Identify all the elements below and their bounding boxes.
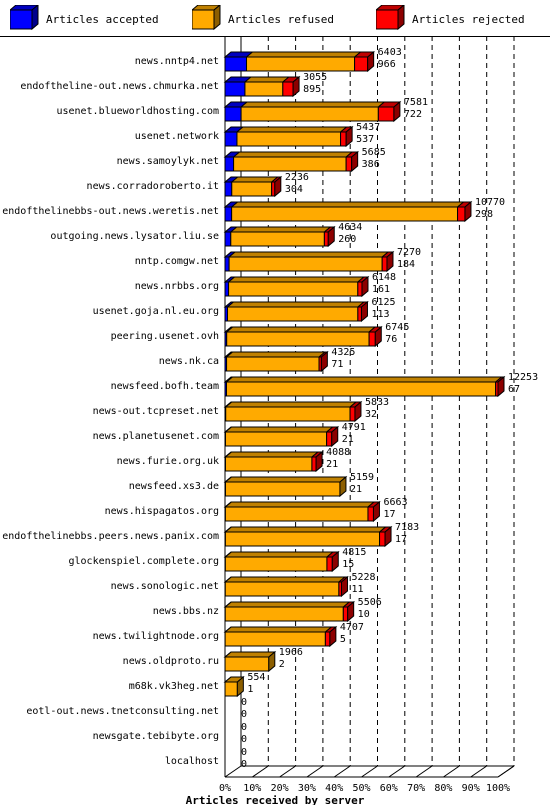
accepted-value-label: 32 xyxy=(364,409,378,420)
accepted-value-label: 966 xyxy=(377,59,396,70)
total-value-label: 1966 xyxy=(278,647,303,658)
grid-floor-tick xyxy=(225,766,241,777)
accepted-value-label: 537 xyxy=(356,134,375,145)
total-value-label: 5685 xyxy=(361,147,386,158)
bar-segment xyxy=(225,682,237,696)
total-value-label: 12253 xyxy=(508,372,539,383)
accepted-value-label: 17 xyxy=(395,534,408,545)
total-value-label: 4325 xyxy=(331,347,356,358)
category-label: news.sonologic.net xyxy=(110,581,219,592)
total-value-label: 6663 xyxy=(383,497,408,508)
total-value-label: 7270 xyxy=(396,247,422,258)
total-value-label: 10770 xyxy=(474,197,506,208)
total-value-label: 2236 xyxy=(284,172,309,183)
bar-segment-top xyxy=(231,227,331,232)
category-label: news.furie.org.uk xyxy=(116,456,219,467)
legend-item xyxy=(376,5,525,31)
bar-segment xyxy=(225,207,232,221)
bar-segment xyxy=(325,632,330,646)
x-tick-label: 80% xyxy=(434,783,453,794)
bar-segment xyxy=(225,482,339,496)
accepted-value-label: 722 xyxy=(403,109,422,120)
chart xyxy=(0,36,550,805)
bar-segment-top xyxy=(225,552,333,557)
bar-segment xyxy=(231,232,325,246)
accepted-value-label: 21 xyxy=(349,484,362,495)
category-label: newsfeed.xs3.de xyxy=(128,481,219,492)
bar-segment xyxy=(227,332,369,346)
category-label: newsgate.tebibyte.org xyxy=(92,731,219,742)
bar-segment xyxy=(225,107,241,121)
total-value-label: 6745 xyxy=(385,322,410,333)
category-label: news.samoylyk.net xyxy=(116,156,219,167)
total-value-label: 7183 xyxy=(395,522,420,533)
grid-floor-tick xyxy=(252,766,268,777)
bar-segment xyxy=(226,382,495,396)
bar-segment xyxy=(355,57,368,71)
bar-segment xyxy=(283,82,293,96)
grid-floor-tick xyxy=(498,766,514,777)
total-value-label: 6125 xyxy=(371,297,396,308)
bar-segment xyxy=(225,57,247,71)
x-tick-label: 90% xyxy=(461,783,480,794)
legend-label: Articles rejected xyxy=(412,13,525,26)
category-label: news.corradoroberto.it xyxy=(86,181,219,192)
category-label: news.oldproto.ru xyxy=(122,656,219,667)
total-value-label: 554 xyxy=(247,672,266,683)
bar-segment xyxy=(350,407,355,421)
bar-segment xyxy=(225,532,379,546)
accepted-value-label: 161 xyxy=(371,284,391,295)
category-label: localhost xyxy=(164,756,219,767)
bar-segment xyxy=(225,82,245,96)
bar-segment xyxy=(341,132,347,146)
accepted-value-label: 260 xyxy=(338,234,357,245)
total-value-label: 5228 xyxy=(351,572,376,583)
accepted-value-label: 17 xyxy=(383,509,396,520)
bar-segment-top xyxy=(227,327,375,332)
grid-floor-tick xyxy=(307,766,323,777)
bar-segment xyxy=(228,307,358,321)
legend-swatch xyxy=(376,5,408,31)
category-label: news.nk.ca xyxy=(158,356,219,367)
bar-segment xyxy=(225,432,326,446)
bar-segment-top xyxy=(237,127,347,132)
legend xyxy=(0,0,550,37)
accepted-value-label: 386 xyxy=(361,159,380,170)
bar-segment-top xyxy=(232,202,464,207)
bar-segment xyxy=(382,257,387,271)
bar-segment-top xyxy=(225,502,374,507)
x-tick-label: 40% xyxy=(325,783,344,794)
total-value-label: 4088 xyxy=(326,447,351,458)
total-value-label: 4791 xyxy=(341,422,366,433)
x-tick-label: 20% xyxy=(270,783,289,794)
bar-segment xyxy=(225,632,325,646)
accepted-value-label: 113 xyxy=(371,309,390,320)
bar-segment xyxy=(225,182,232,196)
category-label: usenet.goja.nl.eu.org xyxy=(92,306,219,317)
accepted-value-label: 76 xyxy=(385,334,398,345)
bar-segment-top xyxy=(226,377,501,382)
bar-segment xyxy=(226,407,350,421)
bar-segment xyxy=(368,507,373,521)
bar-segment xyxy=(225,257,229,271)
legend-swatch xyxy=(10,5,42,31)
bar-segment xyxy=(225,607,343,621)
bar-segment xyxy=(225,157,234,171)
bar-segment xyxy=(458,207,465,221)
total-value-label: 0 xyxy=(241,722,248,733)
x-tick-label: 100% xyxy=(485,783,511,794)
bar-segment-top xyxy=(225,602,349,607)
accepted-value-label: 67 xyxy=(508,384,521,395)
grid-floor-tick xyxy=(416,766,432,777)
accepted-value-label: 10 xyxy=(357,609,370,620)
legend-label: Articles refused xyxy=(228,13,334,26)
category-label: usenet.blueworldhosting.com xyxy=(56,106,219,117)
bar-segment xyxy=(227,357,319,371)
x-tick-label: 0% xyxy=(218,783,232,794)
accepted-value-label: 11 xyxy=(351,584,364,595)
total-value-label: 0 xyxy=(241,747,248,758)
category-label: news.nntp4.net xyxy=(134,56,219,67)
bar-segment xyxy=(229,282,358,296)
bar-segment xyxy=(380,532,385,546)
bar-segment xyxy=(241,107,378,121)
grid-floor-tick xyxy=(443,766,459,777)
bar-segment xyxy=(324,232,328,246)
bar-segment xyxy=(225,457,311,471)
bar-segment xyxy=(225,507,368,521)
grid-floor-tick xyxy=(389,766,405,777)
grid-floor-tick xyxy=(280,766,296,777)
bar-segment xyxy=(247,57,355,71)
bar-segment xyxy=(343,607,347,621)
accepted-value-label: 15 xyxy=(342,559,355,570)
bar-segment xyxy=(358,282,362,296)
bar-segment-top xyxy=(241,102,384,107)
bar-segment xyxy=(378,107,394,121)
category-label: usenet.network xyxy=(134,131,219,142)
bar-segment-top xyxy=(234,152,353,157)
bar-segment-top xyxy=(229,277,364,282)
bar-segment-top xyxy=(225,577,345,582)
bar-segment-top xyxy=(225,527,385,532)
total-value-label: 5506 xyxy=(357,597,382,608)
category-label: endofthelinebbs.peers.news.panix.com xyxy=(2,531,219,542)
accepted-value-label: 5 xyxy=(339,634,346,645)
bar-segment xyxy=(327,432,332,446)
accepted-value-label: 21 xyxy=(326,459,339,470)
total-value-label: 3055 xyxy=(303,72,328,83)
total-value-label: 6148 xyxy=(371,272,397,283)
total-value-label: 6403 xyxy=(377,47,402,58)
grid-floor-tick xyxy=(334,766,350,777)
bar-segment xyxy=(229,257,382,271)
category-label: news.nrbbs.org xyxy=(134,281,219,292)
category-label: outgoing.news.lysator.liu.se xyxy=(50,231,219,242)
total-value-label: 4707 xyxy=(339,622,364,633)
bar-segment-top xyxy=(232,177,278,182)
category-label: m68k.vk3heg.net xyxy=(128,681,219,692)
total-value-label: 4815 xyxy=(342,547,367,558)
category-label: newsfeed.bofh.team xyxy=(110,381,219,392)
bar-segment-top xyxy=(225,652,275,657)
bar-segment xyxy=(327,557,332,571)
category-label: glockenspiel.complete.org xyxy=(68,556,219,567)
grid-floor-tick xyxy=(362,766,378,777)
legend-item xyxy=(192,5,334,31)
legend-swatch xyxy=(192,5,224,31)
accepted-value-label: 0 xyxy=(241,759,248,770)
total-value-label: 0 xyxy=(241,697,248,708)
category-label: news.planetusenet.com xyxy=(92,431,219,442)
bar-segment xyxy=(245,82,283,96)
accepted-value-label: 298 xyxy=(474,209,494,220)
accepted-value-label: 1 xyxy=(247,684,254,695)
total-value-label: 7581 xyxy=(403,97,429,108)
category-label: endoftheline-out.news.chmurka.net xyxy=(20,81,219,92)
x-axis-label: Articles received by server xyxy=(185,794,365,805)
grid-floor-tick xyxy=(471,766,487,777)
x-tick-label: 50% xyxy=(352,783,371,794)
bar-segment xyxy=(232,182,272,196)
bar-segment xyxy=(369,332,375,346)
x-tick-label: 30% xyxy=(297,783,316,794)
bar-segment-top xyxy=(245,77,289,82)
bar-segment xyxy=(358,307,362,321)
bar-segment-top xyxy=(247,52,361,57)
bar-segment-top xyxy=(229,252,388,257)
bar-segment xyxy=(234,157,347,171)
bar-segment xyxy=(225,132,237,146)
accepted-value-label: 304 xyxy=(284,184,303,195)
bar-segment-top xyxy=(225,477,345,482)
bar-segment-top xyxy=(225,627,331,632)
bar-segment xyxy=(232,207,458,221)
bar-segment xyxy=(225,557,327,571)
bar-segment xyxy=(225,282,229,296)
x-tick-label: 60% xyxy=(379,783,398,794)
category-label: peering.usenet.ovh xyxy=(110,331,219,342)
bar-segment-top xyxy=(227,352,325,357)
x-tick-label: 10% xyxy=(243,783,262,794)
category-label: eotl-out.news.tnetconsulting.net xyxy=(26,706,219,717)
accepted-value-label: 0 xyxy=(241,734,248,745)
accepted-value-label: 71 xyxy=(331,359,344,370)
legend-label: Articles accepted xyxy=(46,13,159,26)
bar-segment xyxy=(225,657,269,671)
total-value-label: 5159 xyxy=(349,472,375,483)
category-label: news.twilightnode.org xyxy=(92,631,219,642)
total-value-label: 5833 xyxy=(364,397,390,408)
bar-segment-top xyxy=(226,402,356,407)
accepted-value-label: 184 xyxy=(396,259,416,270)
category-label: nntp.comgw.net xyxy=(134,256,219,267)
category-label: news.bbs.nz xyxy=(152,606,219,617)
bar-segment xyxy=(312,457,316,471)
bar-segment xyxy=(237,132,341,146)
bar-segment-top xyxy=(228,302,364,307)
bar-segment xyxy=(225,582,339,596)
accepted-value-label: 2 xyxy=(278,659,285,670)
category-label: news.hispagatos.org xyxy=(104,506,219,517)
bar-segment-top xyxy=(225,427,332,432)
accepted-value-label: 895 xyxy=(303,84,322,95)
category-label: news-out.tcpreset.net xyxy=(92,406,219,417)
total-value-label: 5437 xyxy=(356,122,381,133)
x-tick-label: 70% xyxy=(407,783,426,794)
legend-item xyxy=(10,5,159,31)
total-value-label: 4634 xyxy=(338,222,363,233)
accepted-value-label: 0 xyxy=(241,709,248,720)
bar-segment xyxy=(346,157,352,171)
bar-segment xyxy=(225,232,231,246)
accepted-value-label: 21 xyxy=(341,434,354,445)
category-label: endofthelinebbs-out.news.weretis.net xyxy=(2,206,219,217)
bar-segment-top xyxy=(225,452,317,457)
